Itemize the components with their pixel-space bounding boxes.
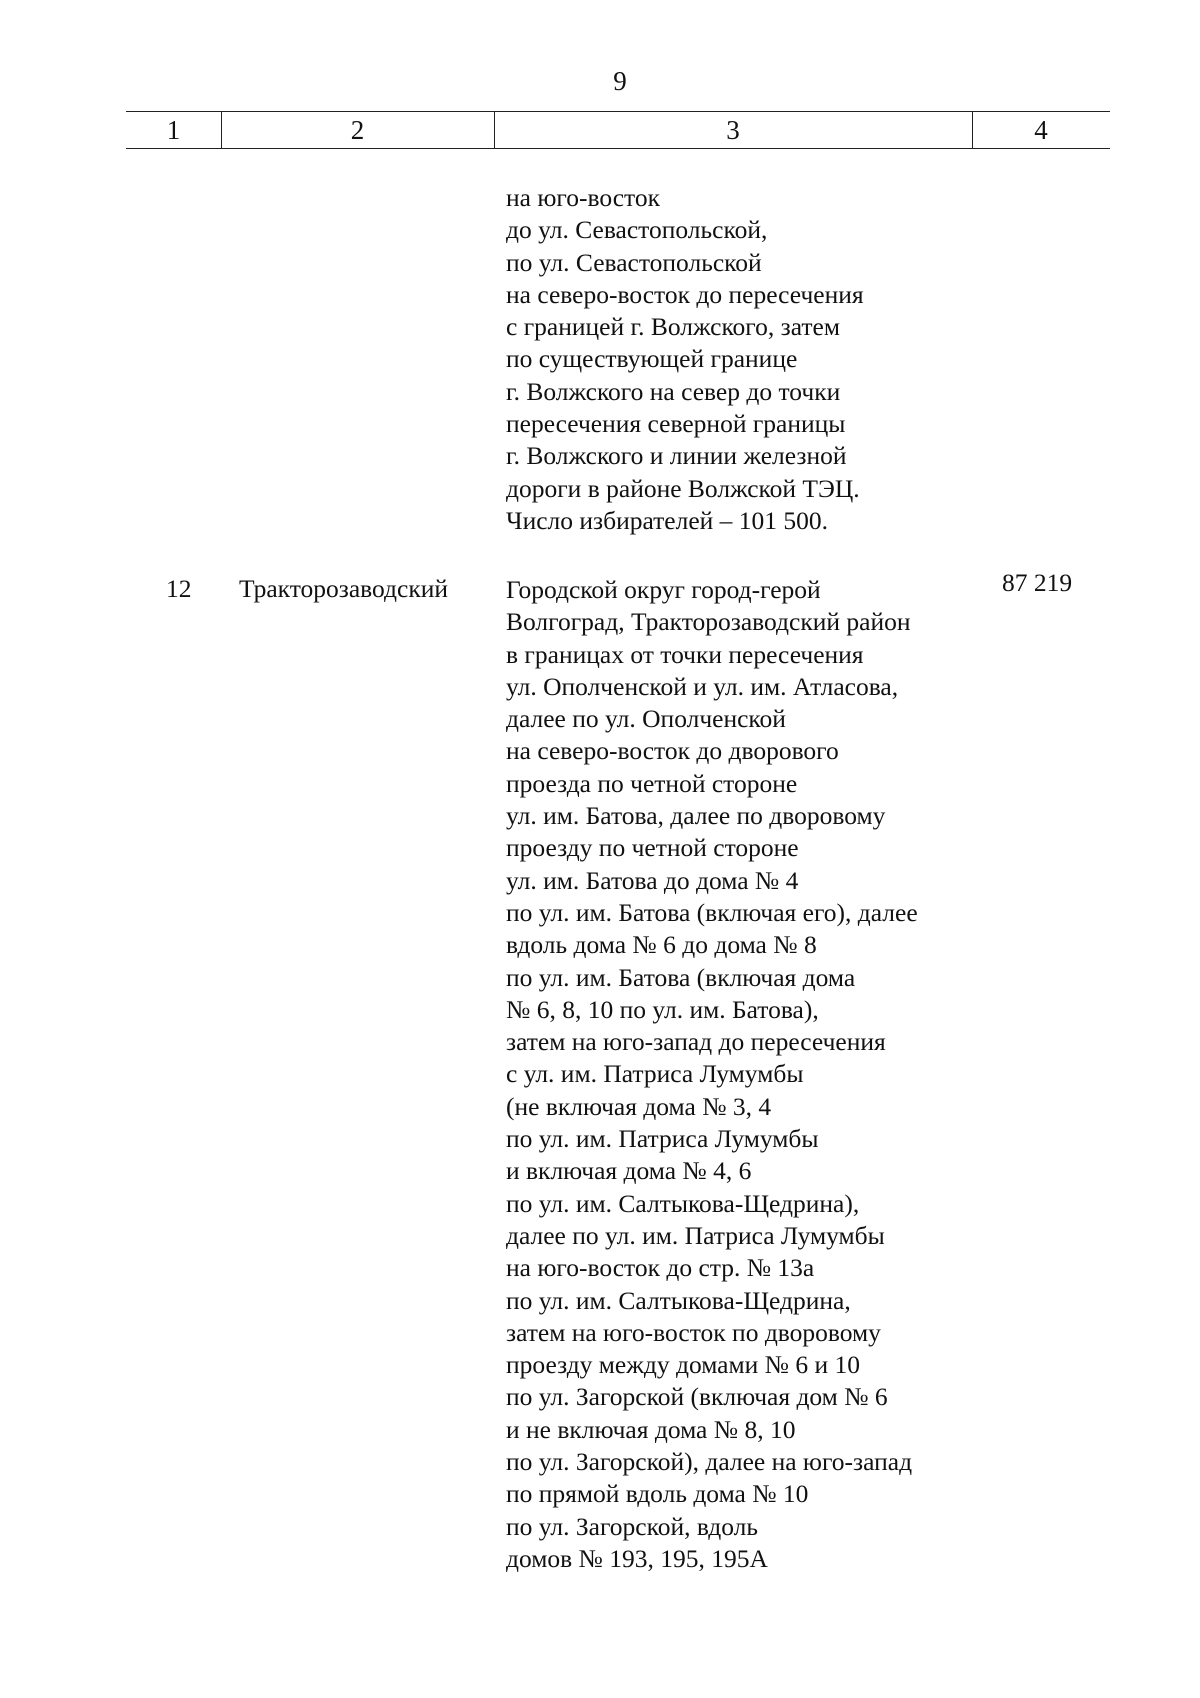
- description-line: на северо-восток до пересечения: [506, 279, 864, 309]
- description-line: Волгоград, Тракторозаводский район: [506, 607, 911, 637]
- description-line: на юго-восток до стр. № 13а: [506, 1253, 815, 1283]
- description-line: до ул. Севастопольской,: [506, 215, 768, 245]
- description-line: по ул. им. Салтыкова-Щедрина),: [506, 1188, 860, 1218]
- description-line: вдоль дома № 6 до дома № 8: [506, 930, 817, 960]
- description-line: по ул. Севастопольской: [506, 247, 762, 277]
- description-line: по ул. им. Салтыкова-Щедрина,: [506, 1285, 851, 1315]
- description-line: дороги в районе Волжской ТЭЦ.: [506, 473, 860, 503]
- description-line: и включая дома № 4, 6: [506, 1156, 752, 1186]
- description-line: пересечения северной границы: [506, 409, 846, 439]
- description-line: с границей г. Волжского, затем: [506, 312, 840, 342]
- description-line: по ул. Загорской, вдоль: [506, 1511, 758, 1541]
- description-line: Городской округ город-герой: [506, 575, 821, 604]
- description-line: проезду по четной стороне: [506, 833, 799, 863]
- description-line: по ул. Загорской), далее на юго-запад: [506, 1447, 913, 1477]
- continuation-description: [506, 182, 864, 537]
- description-line: по ул. им. Патриса Лумумбы: [506, 1124, 819, 1154]
- description-line: ул. им. Батова до дома № 4: [506, 865, 799, 895]
- description-line: Число избирателей – 101 500.: [506, 505, 829, 535]
- description-line: и не включая дома № 8, 10: [506, 1414, 796, 1444]
- description-line: г. Волжского и линии железной: [506, 441, 847, 471]
- description-line: далее по ул. Ополченской: [506, 704, 786, 734]
- description-line: затем на юго-восток по дворовому: [506, 1317, 881, 1347]
- header-col-2: 2: [350, 115, 365, 145]
- page-number: 9: [613, 66, 627, 96]
- district-name: Тракторозаводский: [239, 574, 449, 603]
- description-line: ул. им. Батова, далее по дворовому: [506, 801, 886, 831]
- header-col-3: 3: [726, 115, 740, 145]
- district-description: [506, 574, 918, 1575]
- description-line: далее по ул. им. Патриса Лумумбы: [506, 1220, 885, 1250]
- table-header: [126, 111, 1110, 149]
- description-line: проезда по четной стороне: [506, 768, 798, 798]
- description-line: по ул. Загорской (включая дом № 6: [506, 1382, 888, 1412]
- description-line: по ул. им. Батова (включая его), далее: [506, 897, 918, 927]
- header-col-1: 1: [166, 115, 181, 145]
- description-line: в границах от точки пересечения: [506, 639, 864, 669]
- description-line: домов № 193, 195, 195А: [506, 1543, 768, 1573]
- description-line: затем на юго-запад до пересечения: [506, 1027, 886, 1057]
- description-line: на северо-восток до дворового: [506, 736, 839, 766]
- description-line: г. Волжского на север до точки: [506, 376, 841, 406]
- description-line: по существующей границе: [506, 344, 798, 374]
- voter-count: 87 219: [1002, 568, 1073, 597]
- description-line: ул. Ополченской и ул. им. Атласова,: [506, 671, 899, 701]
- description-line: по прямой вдоль дома № 10: [506, 1479, 809, 1509]
- header-col-4: 4: [1034, 115, 1048, 145]
- description-line: по ул. им. Батова (включая дома: [506, 962, 856, 992]
- description-line: № 6, 8, 10 по ул. им. Батова),: [506, 994, 819, 1024]
- description-line: (не включая дома № 3, 4: [506, 1091, 772, 1121]
- district-number: 12: [166, 574, 192, 603]
- description-line: проезду между домами № 6 и 10: [506, 1350, 860, 1380]
- description-line: на юго-восток: [506, 183, 660, 212]
- description-line: с ул. им. Патриса Лумумбы: [506, 1059, 804, 1089]
